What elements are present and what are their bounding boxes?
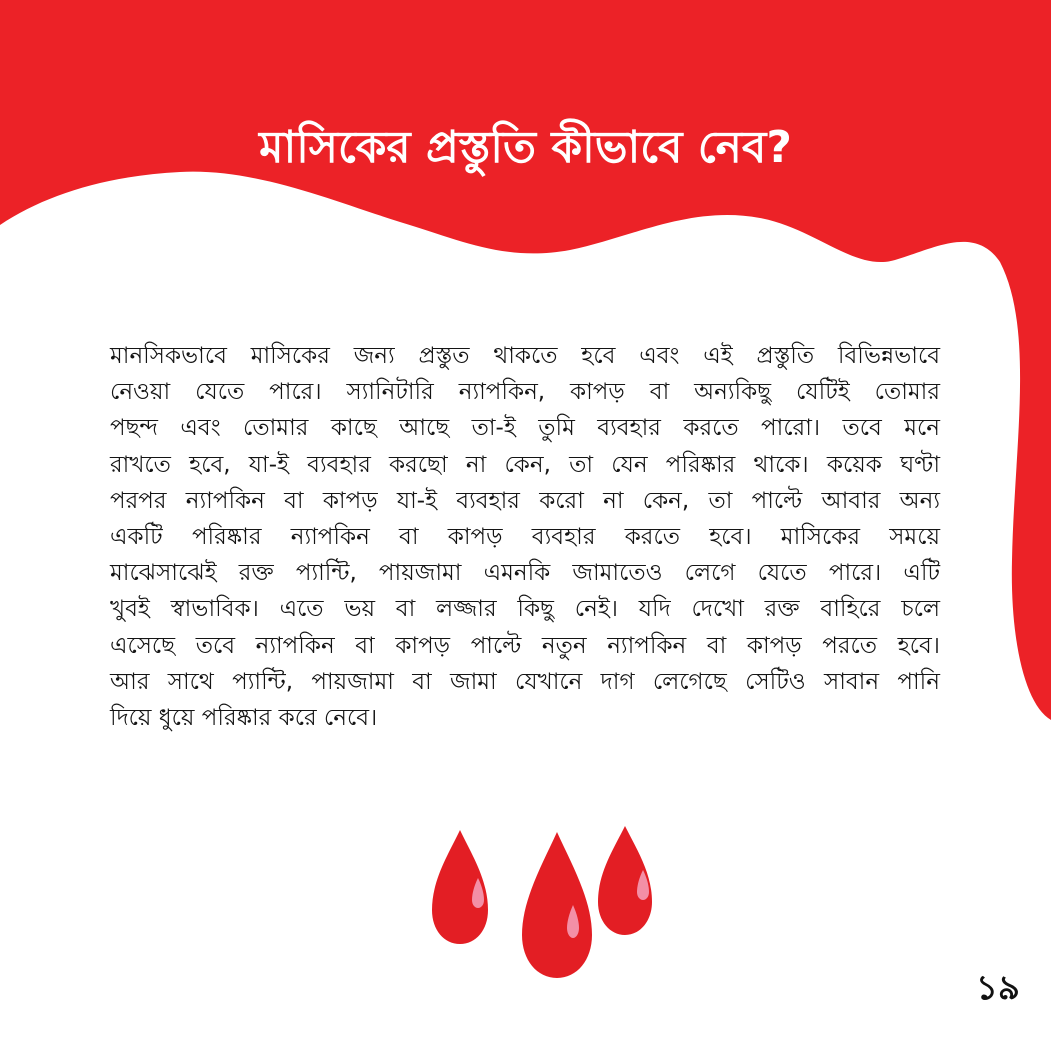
blood-drops <box>430 820 670 980</box>
paragraph-line: মানসিকভাবে মাসিকের জন্য প্রস্তুত থাকতে হবে এবং এই প্রস্তুতি বিভিন্নভাবে <box>110 343 940 369</box>
page-title: মাসিকের প্রস্তুতি কীভাবে নেব? <box>259 122 792 173</box>
paragraph-line: আর সাথে প্যান্টি, পায়জামা বা জামা যেখানে দাগ লেগেছে সেটিও সাবান পানি <box>110 668 940 695</box>
blood-drop-icon <box>598 826 652 935</box>
paragraph-line: এসেছে তবে ন্যাপকিন বা কাপড় পাল্টে নতুন ন্যাপকিন বা কাপড় পরতে হবে। <box>110 632 940 659</box>
body-paragraph <box>110 338 940 736</box>
paragraph-line: দিয়ে ধুয়ে পরিষ্কার করে নেবে। <box>110 705 378 732</box>
paragraph-line: একটি পরিষ্কার ন্যাপকিন বা কাপড় ব্যবহার করতে হবে। মাসিকের সময়ে <box>110 524 940 551</box>
paragraph-line: খুবই স্বাভাবিক। এতে ভয় বা লজ্জার কিছু নেই। যদি দেখো রক্ত বাহিরে চলে <box>110 596 940 623</box>
paragraph-line: রাখতে হবে, যা-ই ব্যবহার করছো না কেন, তা যেন পরিষ্কার থাকে। কয়েক ঘণ্টা <box>110 451 940 478</box>
paragraph-line: পছন্দ এবং তোমার কাছে আছে তা-ই তুমি ব্যবহার করতে পারো। তবে মনে <box>110 415 940 442</box>
paragraph-line: মাঝেসাঝেই রক্ত প্যান্টি, পায়জামা এমনকি জামাতেও লেগে যেতে পারে। এটি <box>110 560 940 587</box>
paragraph-line: নেওয়া যেতে পারে। স্যানিটারি ন্যাপকিন, কাপড় বা অন্যকিছু যেটিই তোমার <box>110 379 940 406</box>
paragraph-line: পরপর ন্যাপকিন বা কাপড় যা-ই ব্যবহার করো না কেন, তা পাল্টে আবার অন্য <box>110 487 940 514</box>
blood-drop-icon <box>522 832 592 978</box>
blood-drop-icon <box>432 830 488 944</box>
page-number: ১৯ <box>975 968 1020 1008</box>
